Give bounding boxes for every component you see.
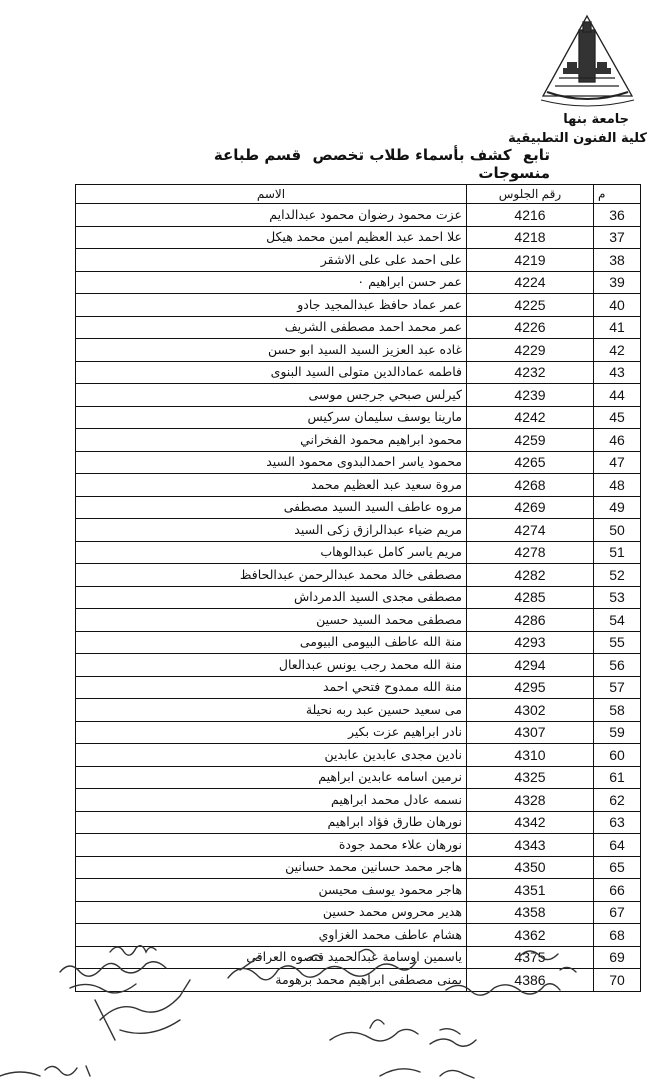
row-student-name: مروه عاطف السيد السيد مصطفى: [76, 496, 467, 519]
row-number: 46: [594, 429, 641, 452]
table-row: [76, 564, 641, 587]
row-seat-number: 4224: [467, 271, 594, 294]
table-row: [76, 676, 641, 699]
row-seat-number: 4282: [467, 564, 594, 587]
row-number: 44: [594, 384, 641, 407]
row-number: 52: [594, 564, 641, 587]
title-part-list: كشف بأسماء طلاب تخصص: [312, 146, 512, 164]
row-student-name: هاجر محمد حسانين محمد حسانين: [76, 856, 467, 879]
table-row: [76, 789, 641, 812]
row-student-name: نسمه عادل محمد ابراهيم: [76, 789, 467, 812]
row-student-name: مصطفى مجدى السيد الدمرداش: [76, 586, 467, 609]
row-number: 54: [594, 609, 641, 632]
row-seat-number: 4358: [467, 901, 594, 924]
row-student-name: عمر عماد حافظ عبدالمجيد جادو: [76, 294, 467, 317]
table-row: [76, 316, 641, 339]
row-seat-number: 4293: [467, 631, 594, 654]
row-number: 42: [594, 339, 641, 362]
row-number: 43: [594, 361, 641, 384]
row-student-name: هاجر محمود يوسف محيسن: [76, 879, 467, 902]
row-number: 53: [594, 586, 641, 609]
row-student-name: هدير محروس محمد حسين: [76, 901, 467, 924]
row-seat-number: 4269: [467, 496, 594, 519]
row-seat-number: 4226: [467, 316, 594, 339]
row-seat-number: 4268: [467, 474, 594, 497]
row-number: 56: [594, 654, 641, 677]
row-student-name: نورهان علاء محمد جودة: [76, 834, 467, 857]
row-seat-number: 4325: [467, 766, 594, 789]
row-student-name: عمر حسن ابراهيم ٠: [76, 271, 467, 294]
table-row: [76, 361, 641, 384]
row-student-name: مريم ضياء عبدالرازق زكى السيد: [76, 519, 467, 542]
row-seat-number: 4350: [467, 856, 594, 879]
row-student-name: ياسمين اوسامة عبدالحميد قنصوه العراقى: [76, 946, 467, 969]
row-number: 67: [594, 901, 641, 924]
table-row: [76, 429, 641, 452]
row-student-name: مريم ياسر كامل عبدالوهاب: [76, 541, 467, 564]
table-row: [76, 249, 641, 272]
row-student-name: منة الله ممدوح فتحي احمد: [76, 676, 467, 699]
row-number: 49: [594, 496, 641, 519]
row-number: 47: [594, 451, 641, 474]
row-number: 64: [594, 834, 641, 857]
row-seat-number: 4265: [467, 451, 594, 474]
table-row: [76, 474, 641, 497]
row-number: 40: [594, 294, 641, 317]
row-seat-number: 4285: [467, 586, 594, 609]
row-seat-number: 4274: [467, 519, 594, 542]
row-seat-number: 4278: [467, 541, 594, 564]
header-number: م: [594, 185, 641, 204]
row-student-name: نادين مجدى عابدين عابدين: [76, 744, 467, 767]
row-number: 59: [594, 721, 641, 744]
row-seat-number: 4286: [467, 609, 594, 632]
row-seat-number: 4216: [467, 204, 594, 227]
row-student-name: منة الله محمد رجب يونس عبدالعال: [76, 654, 467, 677]
table-row: [76, 721, 641, 744]
row-number: 69: [594, 946, 641, 969]
table-row: [76, 204, 641, 227]
row-number: 50: [594, 519, 641, 542]
table-row: [76, 631, 641, 654]
row-number: 66: [594, 879, 641, 902]
row-seat-number: 4294: [467, 654, 594, 677]
table-row: [76, 339, 641, 362]
row-seat-number: 4259: [467, 429, 594, 452]
row-seat-number: 4232: [467, 361, 594, 384]
row-student-name: هشام عاطف محمد الغزاوي: [76, 924, 467, 947]
row-number: 48: [594, 474, 641, 497]
row-seat-number: 4302: [467, 699, 594, 722]
table-row: [76, 609, 641, 632]
row-number: 41: [594, 316, 641, 339]
row-seat-number: 4242: [467, 406, 594, 429]
title-part-department: قسم طباعة منسوجات: [213, 146, 550, 182]
row-seat-number: 4386: [467, 969, 594, 992]
row-student-name: عزت محمود رضوان محمود عبدالدايم: [76, 204, 467, 227]
row-seat-number: 4351: [467, 879, 594, 902]
table-row: [76, 744, 641, 767]
row-student-name: عمر محمد احمد مصطفى الشريف: [76, 316, 467, 339]
table-row: [76, 766, 641, 789]
row-number: 38: [594, 249, 641, 272]
row-seat-number: 4218: [467, 226, 594, 249]
row-student-name: محمود ابراهيم محمود الفخراني: [76, 429, 467, 452]
header-seat-number: رقم الجلوس: [467, 185, 594, 204]
table-row: [76, 856, 641, 879]
table-row: [76, 541, 641, 564]
header-name: الاسم: [76, 185, 467, 204]
row-student-name: نادر ابراهيم عزت بكير: [76, 721, 467, 744]
row-number: 57: [594, 676, 641, 699]
table-row: [76, 406, 641, 429]
table-row: [76, 226, 641, 249]
table-row: [76, 271, 641, 294]
table-row: [76, 384, 641, 407]
table-row: [76, 834, 641, 857]
table-row: [76, 811, 641, 834]
table-row: [76, 699, 641, 722]
row-number: 51: [594, 541, 641, 564]
row-student-name: مصطفى محمد السيد حسين: [76, 609, 467, 632]
table-row: [76, 451, 641, 474]
table-row: [76, 496, 641, 519]
row-student-name: منة الله عاطف البيومى البيومى: [76, 631, 467, 654]
row-student-name: علا احمد عبد العظيم امين محمد هيكل: [76, 226, 467, 249]
row-student-name: فاطمه عمادالدين متولى السيد البنوى: [76, 361, 467, 384]
row-seat-number: 4219: [467, 249, 594, 272]
row-student-name: غاده عبد العزيز السيد السيد ابو حسن: [76, 339, 467, 362]
table-row: [76, 901, 641, 924]
table-header-row: [76, 185, 641, 204]
row-seat-number: 4362: [467, 924, 594, 947]
row-seat-number: 4342: [467, 811, 594, 834]
table-row: [76, 294, 641, 317]
table-row: [76, 519, 641, 542]
row-seat-number: 4343: [467, 834, 594, 857]
handwritten-signatures: [0, 930, 667, 1087]
row-student-name: مروة سعيد عبد العظيم محمد: [76, 474, 467, 497]
row-number: 62: [594, 789, 641, 812]
row-student-name: محمود ياسر احمدالبدوى محمود السيد: [76, 451, 467, 474]
row-number: 65: [594, 856, 641, 879]
row-student-name: على احمد على على الاشقر: [76, 249, 467, 272]
university-name: جامعة بنها: [563, 112, 629, 127]
row-number: 58: [594, 699, 641, 722]
row-number: 70: [594, 969, 641, 992]
page-title: [150, 146, 550, 182]
row-student-name: مارينا يوسف سليمان سركيس: [76, 406, 467, 429]
row-student-name: يمنى مصطفى ابراهيم محمد برهومة: [76, 969, 467, 992]
table-row: [76, 879, 641, 902]
table-row: [76, 586, 641, 609]
row-seat-number: 4307: [467, 721, 594, 744]
row-number: 45: [594, 406, 641, 429]
row-number: 68: [594, 924, 641, 947]
row-student-name: مى سعيد حسين عبد ربه نحيلة: [76, 699, 467, 722]
row-number: 36: [594, 204, 641, 227]
row-number: 63: [594, 811, 641, 834]
title-part-continued: تابع: [522, 146, 550, 164]
table-row: [76, 654, 641, 677]
row-number: 37: [594, 226, 641, 249]
university-logo: [535, 8, 640, 110]
row-seat-number: 4328: [467, 789, 594, 812]
row-seat-number: 4310: [467, 744, 594, 767]
row-seat-number: 4225: [467, 294, 594, 317]
row-student-name: نورهان طارق فؤاد ابراهيم: [76, 811, 467, 834]
faculty-name: كلية الفنون التطبيقية: [508, 131, 647, 146]
students-table: [75, 184, 641, 992]
row-number: 60: [594, 744, 641, 767]
row-number: 61: [594, 766, 641, 789]
table-body: [76, 204, 641, 992]
row-student-name: كيرلس صبحي جرجس موسى: [76, 384, 467, 407]
row-number: 39: [594, 271, 641, 294]
row-seat-number: 4239: [467, 384, 594, 407]
row-seat-number: 4295: [467, 676, 594, 699]
row-student-name: نرمين اسامه عابدين ابراهيم: [76, 766, 467, 789]
row-seat-number: 4375: [467, 946, 594, 969]
row-seat-number: 4229: [467, 339, 594, 362]
row-student-name: مصطفى خالد محمد عبدالرحمن عبدالحافظ: [76, 564, 467, 587]
row-number: 55: [594, 631, 641, 654]
